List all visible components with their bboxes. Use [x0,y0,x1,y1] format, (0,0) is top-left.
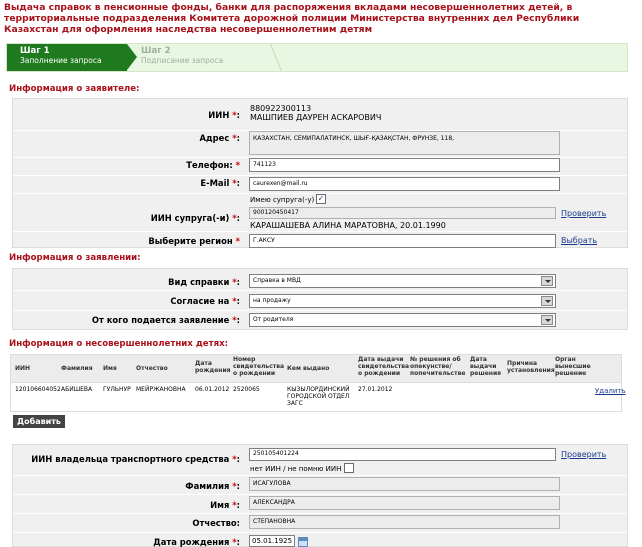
required-mark: * [235,160,240,170]
row-divider [13,290,627,291]
owner-birth-input[interactable]: 05.01.1925 [249,535,295,547]
required-mark: * [232,110,237,120]
owner-name-field[interactable]: АЛЕКСАНДРА [249,496,560,510]
owner-patronymic-field[interactable]: СТЕПАНОВНА [249,515,560,529]
table-row [11,383,626,411]
colon: : [236,110,240,120]
row-divider [13,475,627,476]
chevron-down-icon[interactable] [541,315,553,325]
owner-birth-label [130,537,240,547]
cert-type-select[interactable] [249,274,556,288]
required-mark: * [232,296,237,306]
page-title: Выдача справок в пенсионные фонды, банки для распоряжения вкладами несовершеннолетних детей, в территориальные подразделения Комитета дорожной полиции Министерства внутренних дел Республики Казахстан для оформления наследства несовершеннолетним детям [4,2,580,35]
iin-label-text: ИИН [208,110,230,120]
owner-iin-label-text: ИИН владельца транспортного средства [31,454,230,464]
required-mark: * [232,133,237,143]
region-label-text: Выберите регион [148,236,233,246]
step-1-sub: Заполнение запроса [20,56,102,65]
step-1-label: Шаг 1 [20,46,50,56]
children-section-title: Информация о несовершеннолетних детях: [9,339,229,349]
children-table-header [11,355,621,383]
cert-type-label-text: Вид справки [168,277,230,287]
required-mark: * [235,236,240,246]
step-2-arrow [259,44,282,71]
email-input[interactable]: caurexen@mail.ru [249,177,560,191]
colon: : [236,500,240,510]
address-label-text: Адрес [199,133,230,143]
row-divider [13,175,627,176]
row-divider [13,494,627,495]
spouse-iin-input[interactable]: 900120450417 [249,207,556,219]
applicant-name: МАШПИЕВ ДАУРЕН АСКАРОВИЧ [250,113,382,122]
required-mark: * [232,500,237,510]
consent-label-text: Согласие на [170,296,230,306]
children-table [10,354,626,412]
phone-input[interactable]: 741123 [249,158,560,172]
col-reason: Причина установления [507,360,555,374]
child-cert: 2520065 [233,386,260,393]
child-cert-date: 27.01.2012 [358,386,393,393]
required-mark: * [232,454,237,464]
owner-birth-label-text: Дата рождения [153,537,230,547]
owner-name-label [130,500,240,510]
region-label [130,236,240,246]
required-mark: * [232,481,237,491]
row-divider [13,231,627,232]
statement-section-title: Информация о заявлении: [9,253,141,263]
chevron-down-icon[interactable] [541,296,553,306]
row-divider [13,310,627,311]
phone-label [150,160,240,170]
colon: : [236,315,240,325]
col-cert: Номер свидетельства о рождении [233,356,285,377]
region-input[interactable]: Г.АКСУ [249,234,556,248]
spouse-name: КАРАШАШЕВА АЛИНА МАРАТОВНА, 20.01.1990 [250,221,446,230]
col-surname: Фамилия [61,365,93,372]
required-mark: * [232,277,237,287]
colon: : [236,178,240,188]
calendar-icon[interactable] [298,537,308,547]
address-field[interactable]: КАЗАХСТАН, СЕМИПАЛАТИНСК, ШЫҒ-ҚАЗАҚСТАН, ФРУНЗЕ, 118, [249,131,560,155]
applicant-section-title: Информация о заявителе: [9,84,140,94]
email-label [150,178,240,188]
owner-surname-label [130,481,240,491]
region-select-link[interactable]: Выбрать [561,236,598,245]
required-mark: * [232,537,237,547]
no-iin-label: нет ИИН / не помню ИИН [250,465,342,473]
from-label [60,315,240,325]
colon: : [236,213,240,223]
consent-select[interactable] [249,294,556,308]
colon: : [236,133,240,143]
required-mark: * [232,178,237,188]
phone-label-text: Телефон: [186,160,233,170]
child-iin: 120106604052 [15,386,61,393]
row-divider [13,532,627,533]
owner-surname-field[interactable]: ИСАГУЛОВА [249,477,560,491]
colon: : [236,537,240,547]
spouse-check-link[interactable]: Проверить [561,209,607,218]
step-1-arrow [127,44,137,70]
owner-check-link[interactable]: Проверить [561,450,607,459]
consent-value: на продажу [253,297,291,304]
child-name: ГУЛЬНУР [103,386,131,393]
wizard-steps [6,43,628,72]
iin-value: 880922300113 [250,104,312,113]
email-label-text: E-Mail [200,178,230,188]
from-label-text: От кого подается заявление [91,315,230,325]
child-surname: АБИШЕВА [61,386,93,393]
no-iin-checkbox[interactable] [344,463,354,473]
child-birth: 06.01.2012 [195,386,230,393]
has-spouse-label: Имею супруга(-у) [250,196,315,204]
from-select[interactable] [249,313,556,327]
address-label [150,133,240,143]
add-child-button[interactable]: Добавить [13,415,65,428]
child-patronymic: МЕЙРЖАНОВНА [136,386,186,393]
from-value: От родителя [253,316,294,323]
consent-label [100,296,240,306]
row-divider [13,513,627,514]
col-iin: ИИН [15,365,31,372]
col-decision-date: Дата выдачи решения [470,356,502,377]
col-authority: Орган вынесшие решение [555,356,591,377]
owner-patronymic-label: Отчество: [192,518,240,528]
cert-type-value: Справка в МВД [253,277,301,284]
step-2-sub: Подписание запроса [141,56,224,65]
col-birth: Дата рождения [195,360,231,374]
owner-iin-label [20,454,240,464]
col-name: Имя [103,365,117,372]
spouse-iin-label-text: ИИН супруга(-и) [150,213,230,223]
step-1[interactable] [7,44,127,71]
owner-iin-input[interactable]: 250105401224 [249,448,556,461]
owner-surname-label-text: Фамилия [185,481,230,491]
chevron-down-icon[interactable] [541,276,553,286]
spouse-iin-label [130,213,240,223]
col-cert-date: Дата выдачи свидетельства о рождении [358,356,410,377]
child-issuer: КЫЗЫЛОРДИНСКИЙ ГОРОДСКОЙ ОТДЕЛ ЗАГС [287,386,350,407]
col-patronymic: Отчество [136,365,168,372]
colon: : [236,454,240,464]
colon: : [236,277,240,287]
col-decision-no: № решения об опекунстве/ попечительстве [410,356,466,377]
col-issuer: Кем выдано [287,365,330,372]
owner-name-label-text: Имя [210,500,230,510]
has-spouse-checkbox[interactable]: ✓ [317,194,325,203]
step-2-label: Шаг 2 [141,46,171,56]
required-mark: * [232,213,237,223]
colon: : [236,481,240,491]
iin-label [150,110,240,120]
required-mark: * [232,315,237,325]
step-2[interactable] [141,46,223,65]
colon: : [236,296,240,306]
delete-child-link[interactable]: Удалить [595,387,626,395]
cert-type-label [100,277,240,287]
